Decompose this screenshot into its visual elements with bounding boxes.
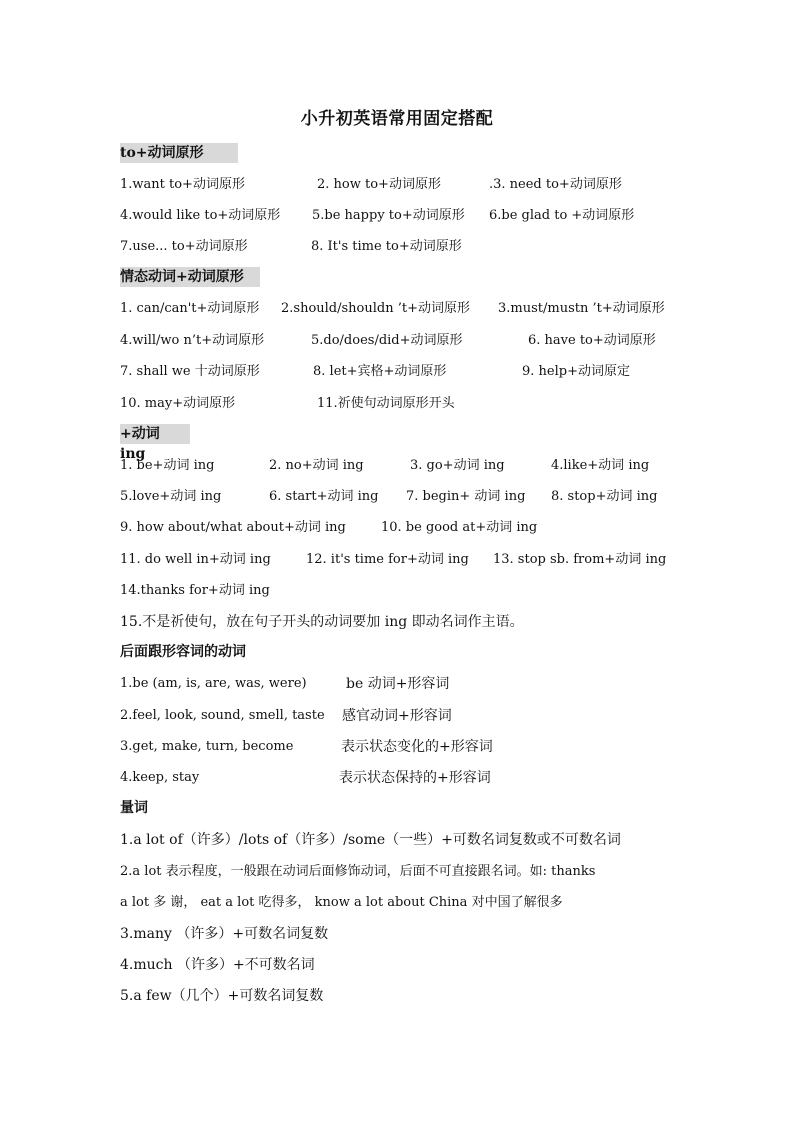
list-item: 5.be happy to+动词原形 <box>312 208 465 223</box>
linking-verb-rule: 表示状态保持的+形容词 <box>339 770 491 786</box>
list-item: 1.a lot of（许多）/lots of（许多）/some（一些）+可数名词复数或不可数名词 <box>120 832 621 848</box>
list-item: 11.祈使句动词原形开头 <box>317 396 455 411</box>
list-item: 10. may+动词原形 <box>120 396 236 411</box>
section-heading-verb-ing: +动词 ing <box>120 424 190 444</box>
list-item: 9. how about/what about+动词 ing <box>120 520 346 535</box>
list-item: 8. let+宾格+动词原形 <box>313 364 447 379</box>
list-item: a lot 多 谢， eat a lot 吃得多， know a lot about China 对中国了解很多 <box>120 895 563 910</box>
linking-verb-list: 3.get, make, turn, become <box>120 739 294 754</box>
list-item: 3. go+动词 ing <box>410 458 505 473</box>
section-heading-to-infinitive: to+动词原形 <box>120 143 238 163</box>
section-heading-linking-verbs: 后面跟形容词的动词 <box>120 644 246 660</box>
list-item: 3.must/mustn ’t+动词原形 <box>498 301 665 316</box>
list-item: 5.do/does/did+动词原形 <box>311 333 463 348</box>
list-item: 2.should/shouldn ’t+动词原形 <box>281 301 470 316</box>
list-item: 4.will/wo n’t+动词原形 <box>120 333 265 348</box>
list-item: 6. start+动词 ing <box>269 489 379 504</box>
list-item: 3.many （许多）+可数名词复数 <box>120 926 329 942</box>
list-item: 5.love+动词 ing <box>120 489 222 504</box>
linking-verb-rule: be 动词+形容词 <box>346 676 450 692</box>
list-item: .3. need to+动词原形 <box>489 177 622 192</box>
linking-verb-list: 1.be (am, is, are, was, were) <box>120 676 307 691</box>
section-heading-modal: 情态动词+动词原形 <box>120 267 260 287</box>
list-item: 5.a few（几个）+可数名词复数 <box>120 988 324 1004</box>
linking-verb-rule: 表示状态变化的+形容词 <box>341 739 493 755</box>
list-item: 1. be+动词 ing <box>120 458 215 473</box>
list-item: 1. can/can't+动词原形 <box>120 301 260 316</box>
list-item: 7. begin+ 动词 ing <box>406 489 526 504</box>
list-item: 11. do well in+动词 ing <box>120 552 271 567</box>
list-item: 2. how to+动词原形 <box>317 177 441 192</box>
list-item: 7. shall we 十动词原形 <box>120 364 260 379</box>
list-item: 6.be glad to +动词原形 <box>489 208 635 223</box>
linking-verb-list: 2.feel, look, sound, smell, taste <box>120 708 325 723</box>
list-item: 13. stop sb. from+动词 ing <box>493 552 667 567</box>
linking-verb-rule: 感官动词+形容词 <box>342 708 452 724</box>
list-item: 1.want to+动词原形 <box>120 177 245 192</box>
linking-verb-list: 4.keep, stay <box>120 770 200 785</box>
list-item: 8. It's time to+动词原形 <box>311 239 462 254</box>
list-item: 2. no+动词 ing <box>269 458 364 473</box>
list-item: 12. it's time for+动词 ing <box>306 552 469 567</box>
list-item: 4.would like to+动词原形 <box>120 208 281 223</box>
section-heading-quantifiers: 量词 <box>120 800 148 816</box>
list-item: 8. stop+动词 ing <box>551 489 658 504</box>
list-item: 2.a lot 表示程度，一般跟在动词后面修饰动词，后面不可直接跟名词。如: thanks <box>120 864 596 879</box>
list-item: 6. have to+动词原形 <box>528 333 656 348</box>
list-item: 4.like+动词 ing <box>551 458 650 473</box>
list-item: 10. be good at+动词 ing <box>381 520 538 535</box>
list-item: 7.use... to+动词原形 <box>120 239 248 254</box>
list-item: 9. help+动词原定 <box>522 364 630 379</box>
list-item: 15.不是祈使句，放在句子开头的动词要加 ing 即动名词作主语。 <box>120 614 524 630</box>
page-title: 小升初英语常用固定搭配 <box>300 109 494 129</box>
list-item: 4.much （许多）+不可数名词 <box>120 957 315 973</box>
list-item: 14.thanks for+动词 ing <box>120 583 270 598</box>
